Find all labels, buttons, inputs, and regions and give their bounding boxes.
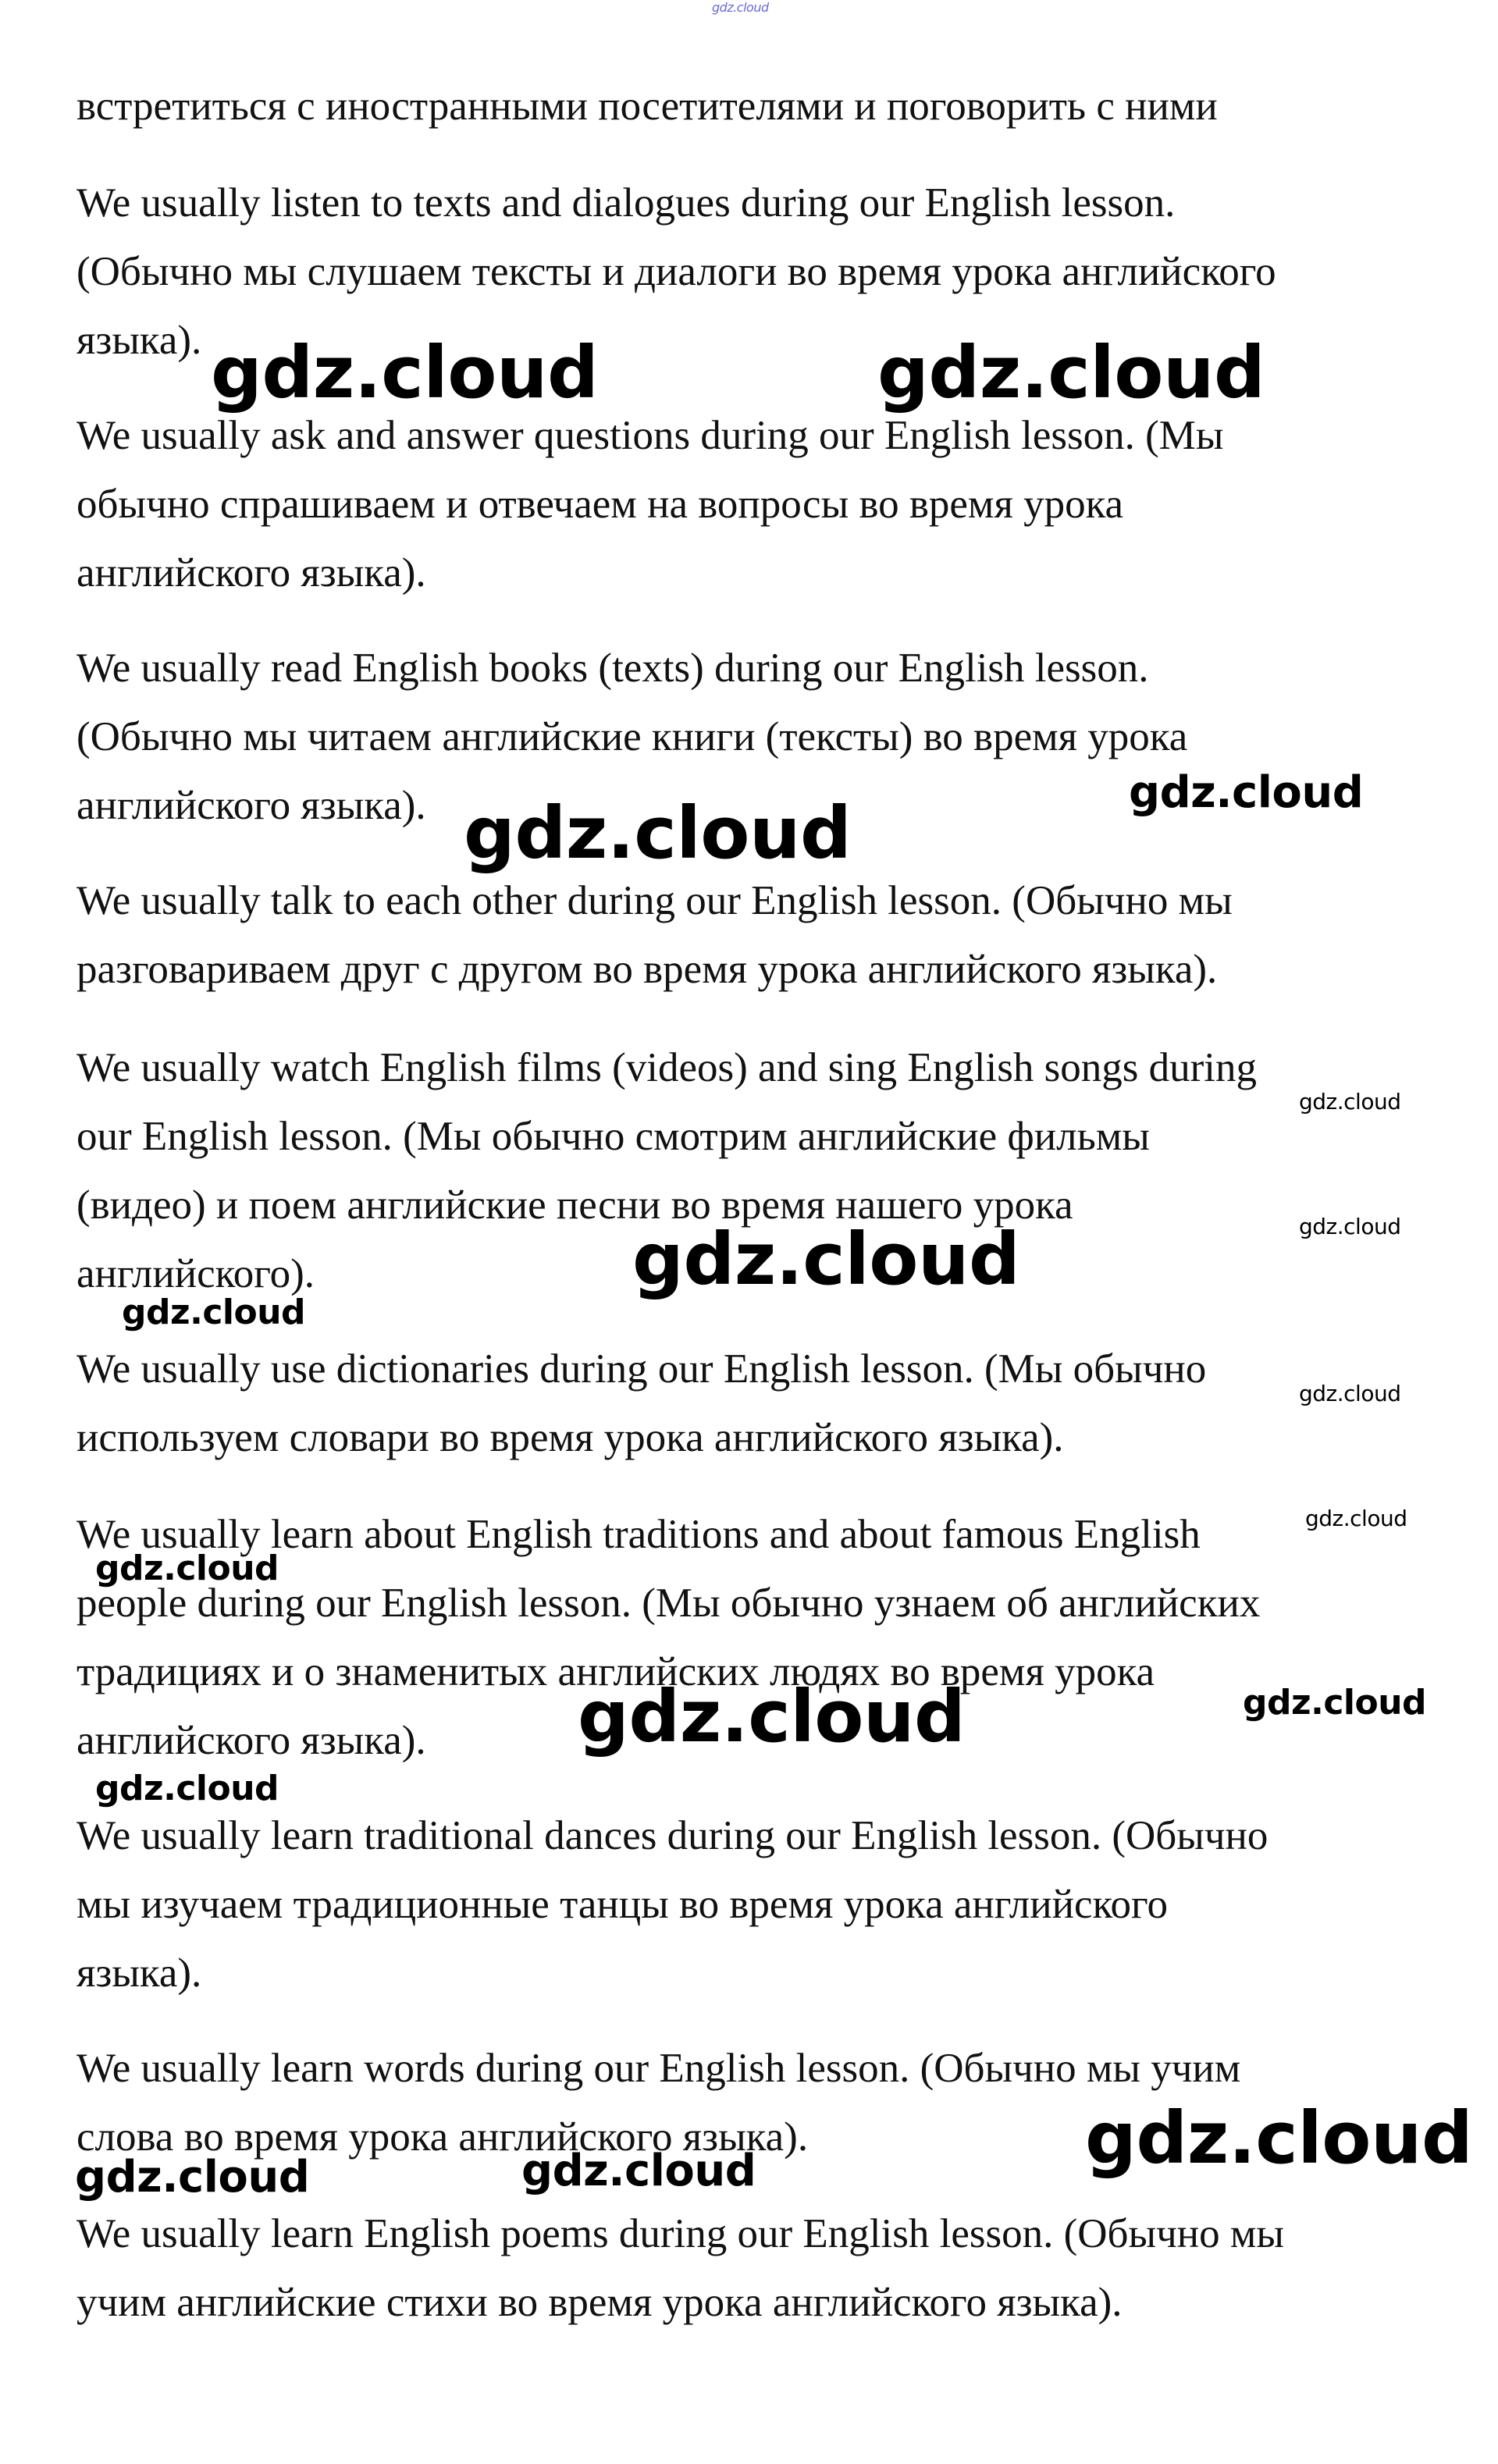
paragraph-6: We usually watch English films (videos) and sing English songs during our English lesson. (Мы обычно смотрим английские фильмы (видео) и поем английские песни во время нашего урока английского). bbox=[77, 1045, 1257, 1296]
watermark: gdz.cloud bbox=[1129, 767, 1364, 818]
watermark: gdz.cloud bbox=[75, 2152, 310, 2203]
paragraph-9: We usually learn traditional dances during our English lesson. (Обычно мы изучаем традиционные танцы во время урока английского языка). bbox=[77, 1813, 1268, 1996]
paragraph-3: We usually ask and answer questions during our English lesson. (Мы обычно спрашиваем и отвечаем на вопросы во время урока английского языка). bbox=[77, 413, 1224, 596]
watermark: gdz.cloud bbox=[1085, 2096, 1473, 2180]
paragraph-2: We usually listen to texts and dialogues during our English lesson. (Обычно мы слушаем тексты и диалоги во время урока английского языка). bbox=[77, 180, 1276, 363]
watermark: gdz.cloud bbox=[1243, 1683, 1427, 1723]
watermark: gdz.cloud bbox=[578, 1675, 966, 1758]
watermark: gdz.cloud bbox=[211, 331, 599, 414]
watermark: gdz.cloud bbox=[464, 791, 852, 875]
paragraph-8: We usually learn about English traditions and about famous English people during our English lesson. (Мы обычно узнаем об английских традициях и о знаменитых английских людях во время урока английского языка). bbox=[77, 1512, 1261, 1763]
watermark: gdz.cloud bbox=[521, 2146, 756, 2196]
paragraph-10: We usually learn words during our English lesson. (Обычно мы учим слова во время урока английского языка). bbox=[77, 2046, 1241, 2160]
watermark: gdz.cloud bbox=[1299, 1381, 1401, 1406]
watermark: gdz.cloud bbox=[1305, 1506, 1407, 1531]
paragraph-1: встретиться с иностранными посетителями и поговорить с ними bbox=[77, 84, 1218, 129]
paragraph-7: We usually use dictionaries during our English lesson. (Мы обычно используем словари во время урока английского языка). bbox=[77, 1346, 1207, 1460]
paragraph-4: We usually read English books (texts) during our English lesson. (Обычно мы читаем английские книги (тексты) во время урока английского языка). bbox=[77, 645, 1188, 828]
paragraph-5: We usually talk to each other during our English lesson. (Обычно мы разговариваем друг с другом во время урока английского языка). bbox=[77, 878, 1233, 992]
watermark: gdz.cloud bbox=[1299, 1089, 1401, 1115]
header-watermark: gdz.cloud bbox=[712, 0, 769, 15]
paragraph-11: We usually learn English poems during our English lesson. (Обычно мы учим английские стихи во время урока английского языка). bbox=[77, 2211, 1285, 2325]
watermark: gdz.cloud bbox=[95, 1548, 279, 1588]
watermark: gdz.cloud bbox=[95, 1769, 279, 1808]
watermark: gdz.cloud bbox=[632, 1218, 1020, 1301]
watermark: gdz.cloud bbox=[877, 331, 1265, 414]
watermark: gdz.cloud bbox=[122, 1292, 306, 1332]
watermark: gdz.cloud bbox=[1299, 1214, 1401, 1239]
